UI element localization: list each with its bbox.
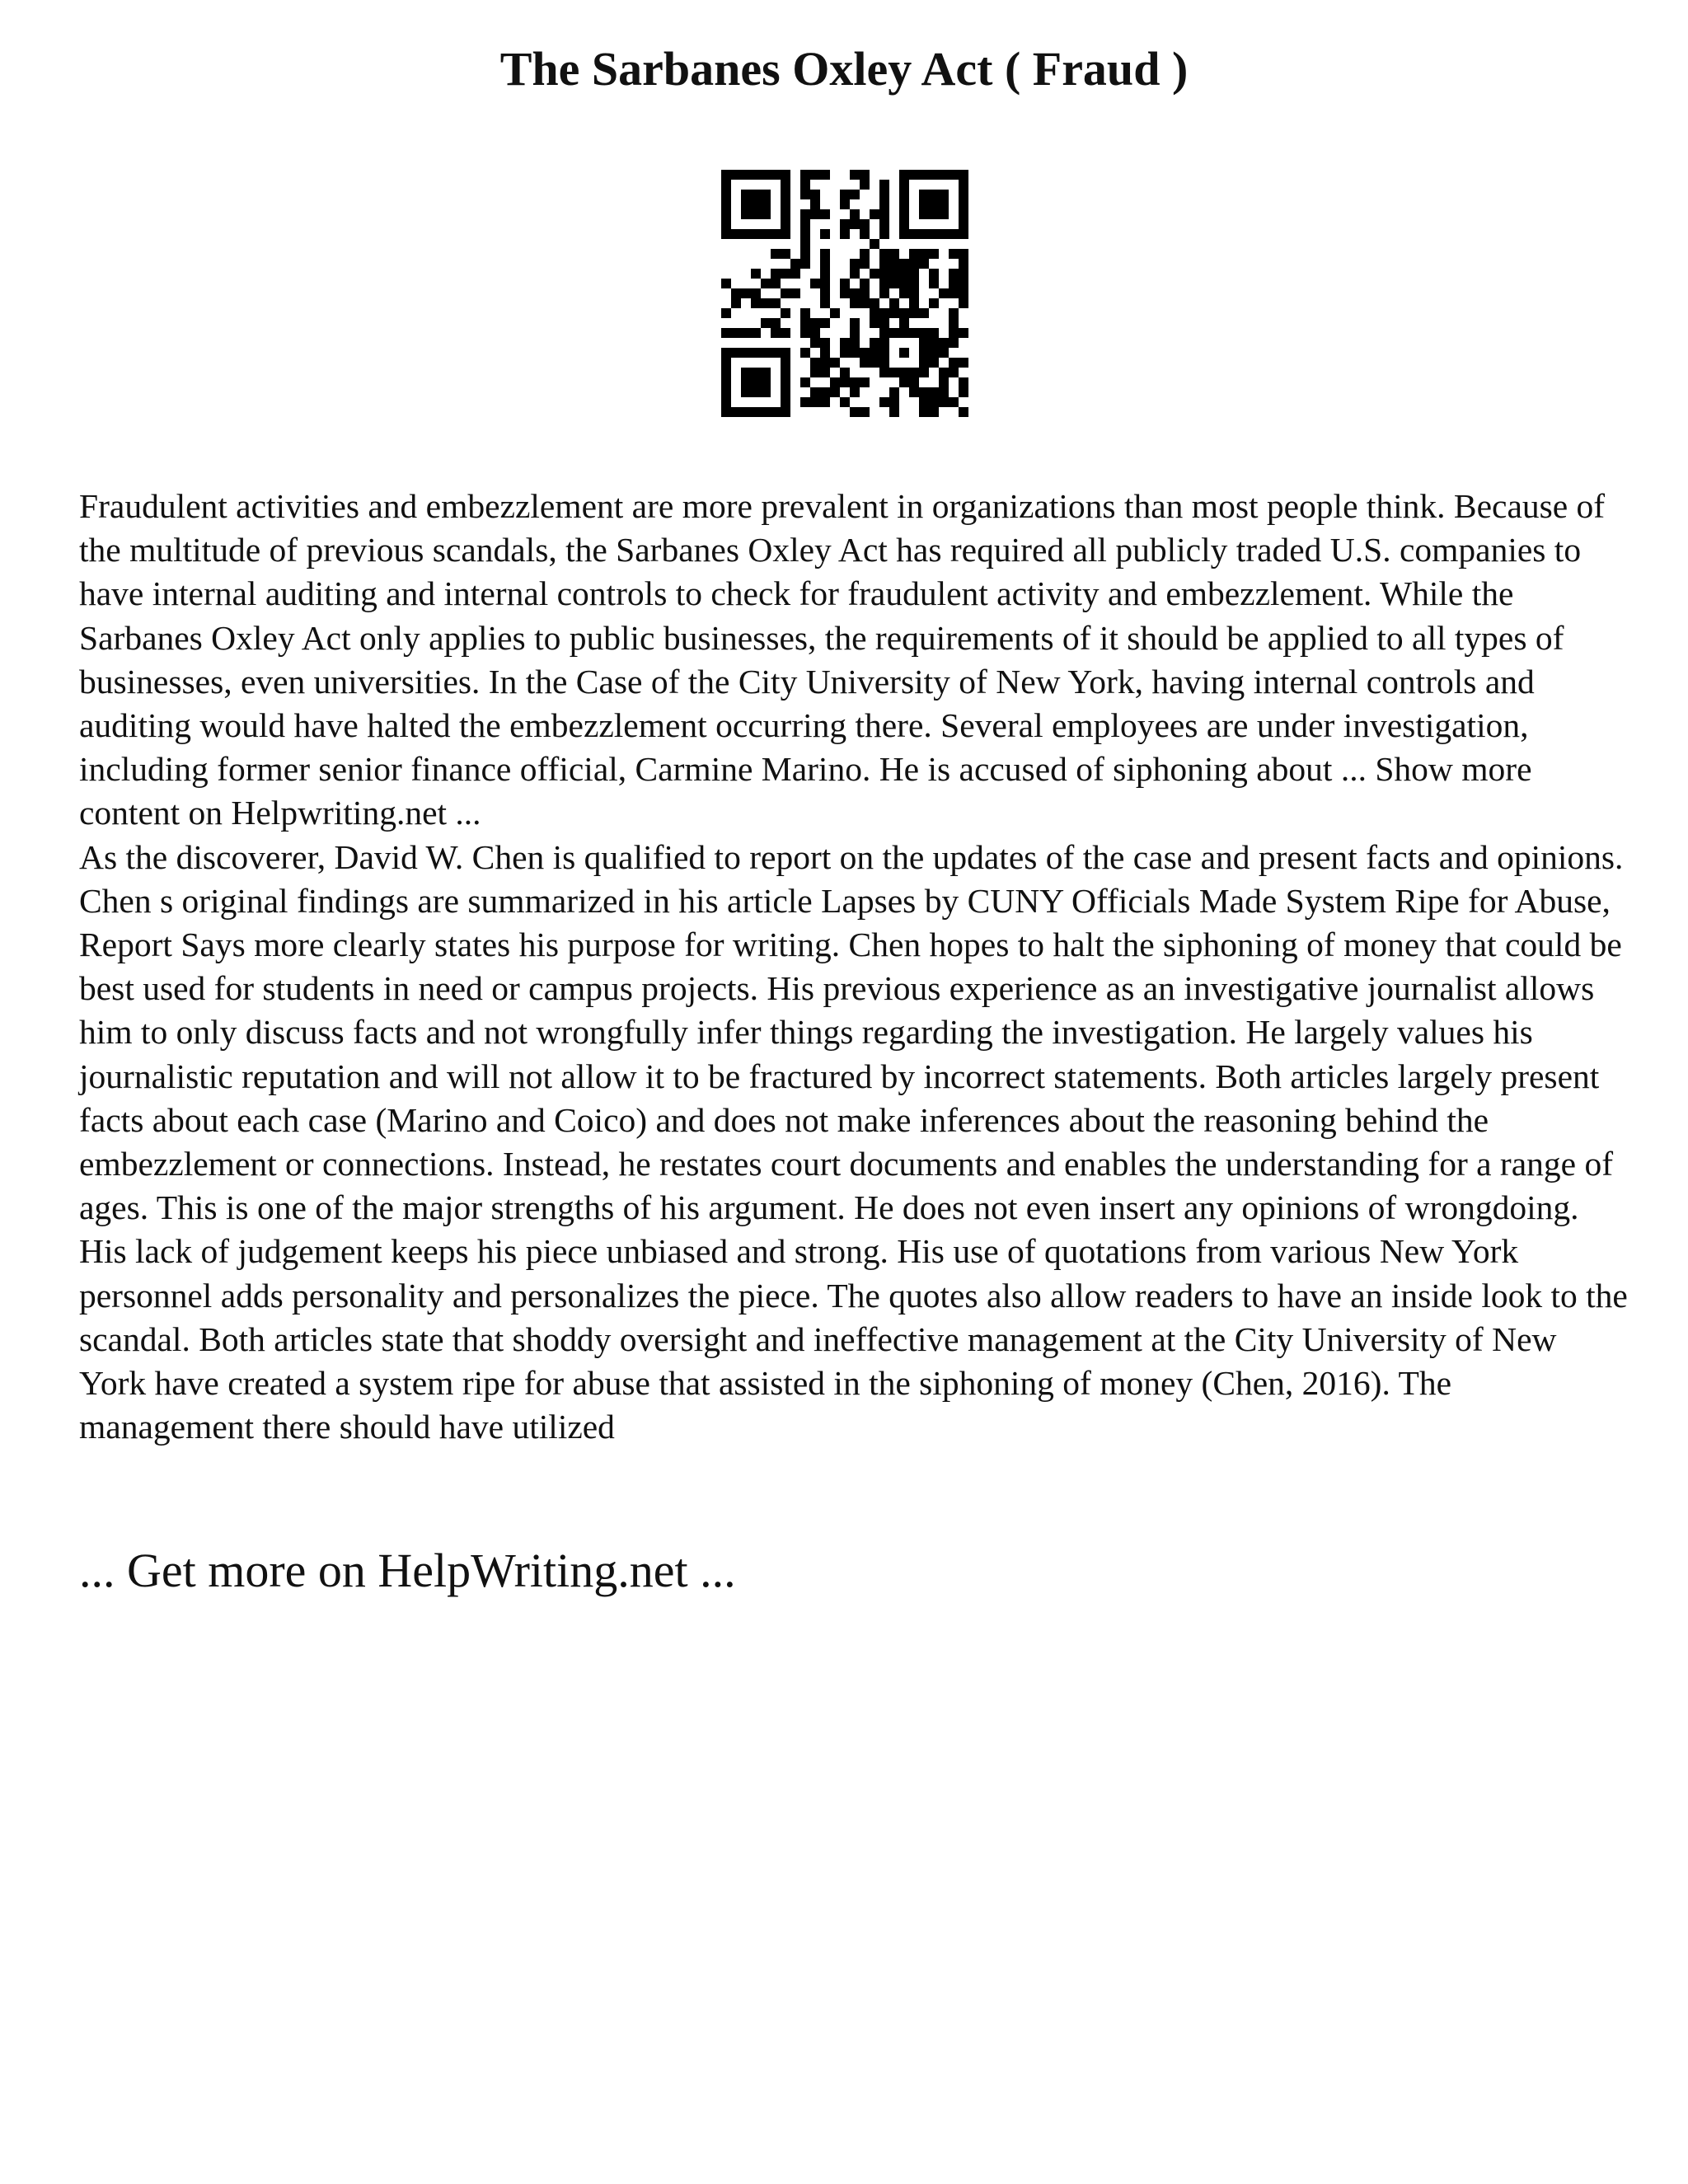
article-paragraph-2: As the discoverer, David W. Chen is qualified to report on the updates of the case and present facts and opinions. Chen s original findings are summarized in his article Lapses by CUNY Officials Made System Ripe for Abuse, Report Says more clearly states his purpose for writing. Chen hopes to halt the siphoning of money that could be best used for students in need or campus projects. His previous experience as an investigative journalist allows him to only discuss facts and not wrongfully infer things regarding the investigation. He largely values his journalistic reputation and will not allow it to be fractured by incorrect statements. Both articles largely present facts about each case (Marino and Coico) and does not make inferences about the reasoning behind the embezzlement or connections. Instead, he restates court documents and enables the understanding for a range of ages. This is one of the major strengths of his argument. He does not even insert any opinions of wrongdoing. His lack of judgement keeps his piece unbiased and strong. His use of quotations from various New York personnel adds personality and personalizes the piece. The quotes also allow readers to have an inside look to the scandal. Both articles state that shoddy oversight and ineffective management at the City University of New York have created a system ripe for abuse that assisted in the siphoning of money (Chen, 2016). The management there should have utilized bbox=[79, 837, 1628, 1446]
article-body bbox=[79, 485, 1629, 1449]
page-title: The Sarbanes Oxley Act ( Fraud ) bbox=[499, 42, 1189, 96]
qr-code-graphic bbox=[721, 170, 968, 417]
qr-code-icon bbox=[721, 170, 968, 417]
get-more-link[interactable]: ... Get more on HelpWriting.net ... bbox=[79, 1544, 736, 1597]
article-paragraph-1: Fraudulent activities and embezzlement are more prevalent in organizations than most people think. Because of the multitude of previous scandals, the Sarbanes Oxley Act has required all publicly traded U.S. companies to have internal auditing and internal controls to check for fraudulent activity and embezzlement. While the Sarbanes Oxley Act only applies to public businesses, the requirements of it should be applied to all types of businesses, even universities. In the Case of the City University of New York, having internal controls and auditing would have halted the embezzlement occurring there. Several employees are under investigation, including former senior finance official, Carmine Marino. He is accused of siphoning about ... Show more content on Helpwriting.net ... bbox=[79, 487, 1606, 832]
